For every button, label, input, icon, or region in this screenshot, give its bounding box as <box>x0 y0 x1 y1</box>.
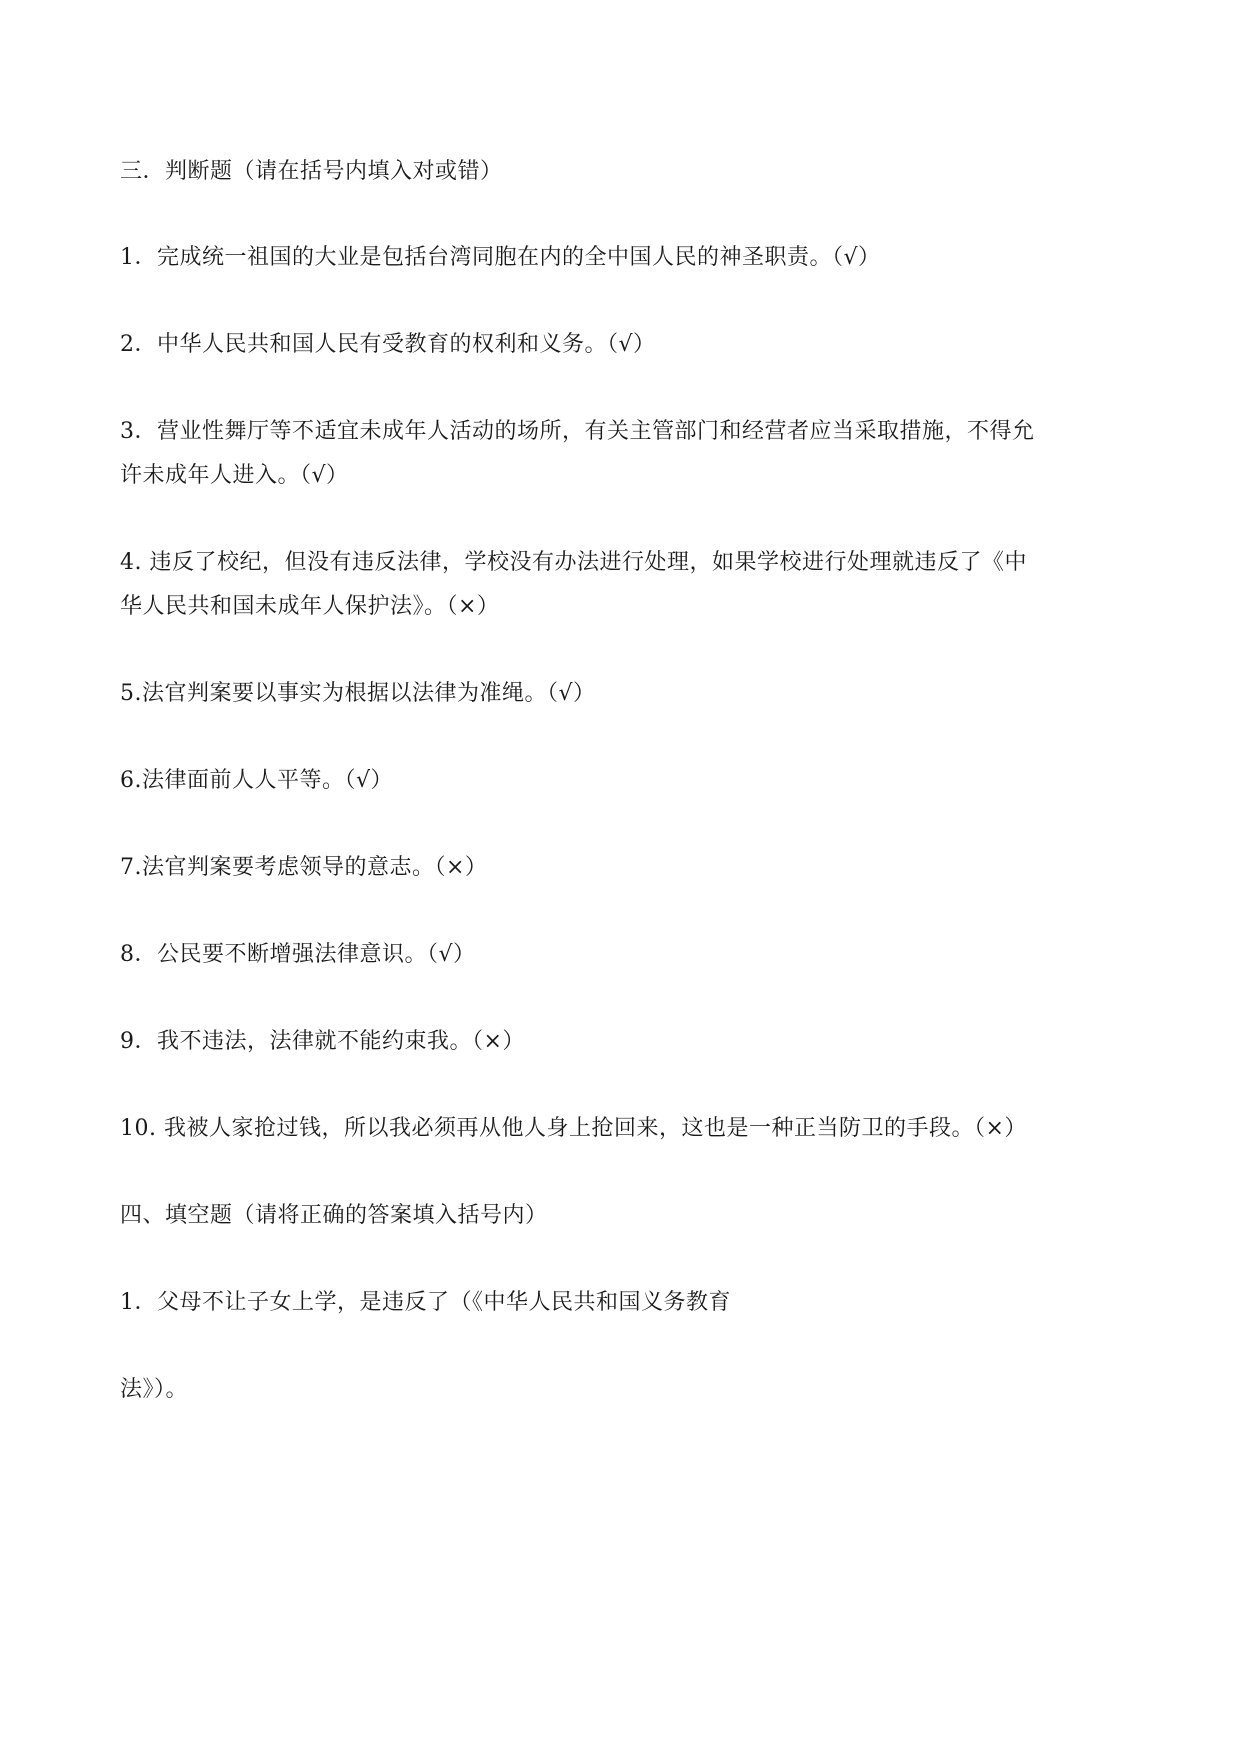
question-1: 1．完成统一祖国的大业是包括台湾同胞在内的全中国人民的神圣职责。（√） <box>120 245 881 270</box>
question-2: 2．中华人民共和国人民有受教育的权利和义务。（√） <box>120 332 656 357</box>
section-four-heading: 四、填空题（请将正确的答案填入括号内） <box>120 1203 548 1228</box>
question-9: 9．我不违法，法律就不能约束我。（×） <box>120 1029 525 1054</box>
question-3-line-2: 许未成年人进入。（√） <box>120 463 349 488</box>
question-6: 6.法律面前人人平等。（√） <box>120 768 394 793</box>
question-7: 7.法官判案要考虑领导的意志。（×） <box>120 855 488 880</box>
question-4-line-2: 华人民共和国未成年人保护法》。（×） <box>120 594 500 619</box>
section-three-heading: 三．判断题（请在括号内填入对或错） <box>120 159 503 184</box>
question-5: 5.法官判案要以事实为根据以法律为准绳。（√） <box>120 681 596 706</box>
fill-question-1-line-2: 法》）。 <box>120 1377 189 1402</box>
question-3-line-1: 3．营业性舞厅等不适宜未成年人活动的场所，有关主管部门和经营者应当采取措施，不得允 <box>120 419 1035 444</box>
question-10: 10. 我被人家抢过钱，所以我必须再从他人身上抢回来，这也是一种正当防卫的手段。（×） <box>120 1116 1027 1141</box>
question-8: 8．公民要不断增强法律意识。（√） <box>120 942 476 967</box>
fill-question-1-line-1: 1．父母不让子女上学，是违反了（《中华人民共和国义务教育 <box>120 1290 731 1315</box>
question-4-line-1: 4. 违反了校纪，但没有违反法律，学校没有办法进行处理，如果学校进行处理就违反了《中 <box>120 550 1027 575</box>
